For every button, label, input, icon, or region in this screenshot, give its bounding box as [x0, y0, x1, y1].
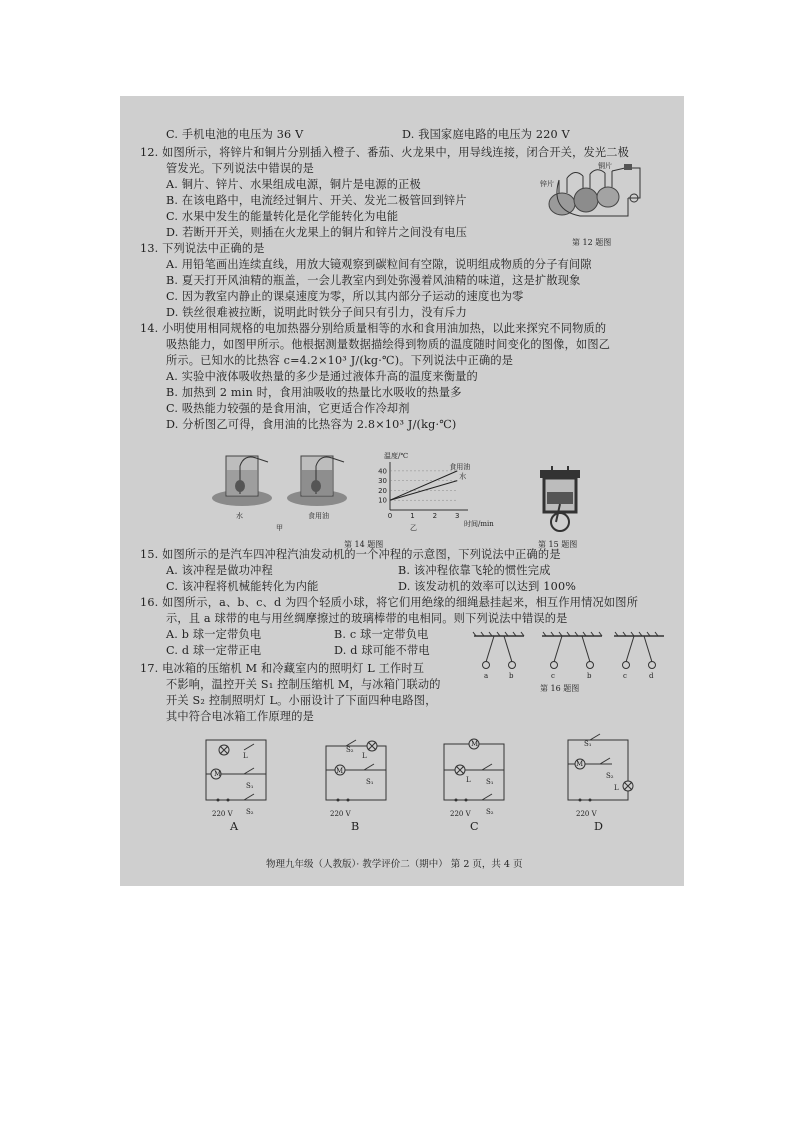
q17-circuit-c [442, 738, 508, 808]
chart-series-line [390, 471, 457, 500]
q17-b-s2-label: S₂ [346, 746, 354, 754]
q17-option-c-label: C [470, 820, 479, 833]
q15-option-c: C. 该冲程将机械能转化为内能 [166, 580, 319, 593]
q17-b-voltage: 220 V [330, 810, 351, 818]
chart-x-tick-label: 0 [387, 512, 393, 520]
q16-option-a: A. b 球一定带负电 [166, 628, 262, 641]
q17-b-motor-label: M [336, 767, 344, 775]
q17-d-s1-label: S₁ [584, 740, 592, 748]
q17-circuit-d [566, 738, 632, 808]
q12-stem-cont: 管发光。下列说法中错误的是 [166, 162, 315, 175]
q16-caption: 第 16 题图 [540, 684, 580, 693]
q15-stem: 15. 如图所示的是汽车四冲程汽油发动机的一个冲程的示意图，下列说法中正确的是 [140, 548, 561, 561]
chart-y-tick-label: 30 [378, 477, 387, 486]
q13-option-c: C. 因为教室内静止的课桌速度为零，所以其内部分子运动的速度也为零 [166, 290, 524, 303]
q17-d-motor-label: M [576, 760, 584, 768]
q17-stem-cont1: 不影响，温控开关 S₁ 控制压缩机 M，与冰箱门联动的 [166, 678, 441, 691]
q14-temperature-chart [370, 460, 480, 520]
q11-option-d: D. 我国家庭电路的电压为 220 V [402, 128, 570, 141]
q12-stem: 12. 如图所示，将锌片和铜片分别插入橙子、番茄、火龙果中，用导线连接，闭合开关，发光二极 [140, 146, 630, 159]
q17-option-d-label: D [594, 820, 604, 833]
q17-a-lamp-label: L [243, 752, 248, 760]
q12-option-a: A. 铜片、锌片、水果组成电源，铜片是电源的正极 [166, 178, 421, 191]
q16-ball-a-label: a [484, 672, 489, 680]
q14-caption: 第 14 题图 [344, 540, 384, 549]
q17-circuit-b [324, 738, 390, 808]
q14-stem-cont1: 吸热能力，如图甲所示。他根据测量数据描绘得到物质的温度随时间变化的图像，如图乙 [166, 338, 611, 351]
chart-series-label: 水 [459, 472, 467, 481]
q13-option-d: D. 铁丝很难被拉断，说明此时铁分子间只有引力，没有斥力 [166, 306, 467, 319]
q14-chart-ylabel: 温度/℃ [384, 452, 409, 460]
q14-option-c: C. 吸热能力较强的是食用油，它更适合作冷却剂 [166, 402, 410, 415]
q17-c-motor-label: M [471, 740, 479, 748]
q16-ball-c2-label: c [623, 672, 627, 680]
q16-balls-figure [474, 632, 670, 682]
q17-option-b-label: B [351, 820, 360, 833]
q16-ball-b2-label: b [587, 672, 592, 680]
q17-c-lamp-label: L [466, 776, 471, 784]
q17-b-lamp-label: L [362, 752, 367, 760]
q14-stem: 14. 小明使用相同规格的电加热器分别给质量相等的水和食用油加热，以此来探究不同物质的 [140, 322, 607, 335]
q17-d-voltage: 220 V [576, 810, 597, 818]
q16-option-d: D. d 球可能不带电 [334, 644, 430, 657]
page-footer: 物理九年级（人教版）· 教学评价二（期中） 第 2 页，共 4 页 [266, 859, 523, 870]
q17-d-s2-label: S₂ [606, 772, 614, 780]
q15-option-d: D. 该发动机的效率可以达到 100% [398, 580, 577, 593]
q17-a-s1-label: S₁ [246, 782, 254, 790]
q14-option-d: D. 分析图乙可得，食用油的比热容为 2.8×10³ J/(kg·℃) [166, 418, 457, 431]
chart-x-tick-label: 2 [432, 512, 438, 520]
q15-engine-figure [532, 464, 588, 534]
q17-c-s1-label: S₁ [486, 778, 494, 786]
exam-page [120, 96, 684, 886]
q16-ball-b-label: b [509, 672, 514, 680]
q12-option-b: B. 在该电路中，电流经过铜片、开关、发光二极管回到锌片 [166, 194, 467, 207]
q14-water-label: 水 [236, 512, 243, 520]
q17-option-a-label: A [230, 820, 239, 833]
chart-y-tick-label: 10 [378, 496, 387, 505]
q16-stem: 16. 如图所示，a、b、c、d 为四个轻质小球，将它们用绝缘的细绳悬挂起来，相互作用情况如图所 [140, 596, 639, 609]
q17-a-motor-label: M [214, 770, 222, 778]
q15-caption: 第 15 题图 [538, 540, 578, 549]
q17-c-voltage: 220 V [450, 810, 471, 818]
q14-beakers-figure [212, 448, 362, 508]
q12-option-c: C. 水果中发生的能量转化是化学能转化为电能 [166, 210, 399, 223]
q14-chart-xlabel: 时间/min [464, 520, 494, 528]
q17-stem-cont3: 其中符合电冰箱工作原理的是 [166, 710, 315, 723]
q14-option-b: B. 加热到 2 min 时，食用油吸收的热量比水吸收的热量多 [166, 386, 462, 399]
q14-stem-cont2: 所示。已知水的比热容 c=4.2×10³ J/(kg·℃)。下列说法中正确的是 [166, 354, 514, 367]
q14-oil-label: 食用油 [308, 512, 329, 520]
chart-series-label: 食用油 [449, 462, 471, 471]
chart-y-tick-label: 40 [378, 467, 387, 476]
q17-b-s1-label: S₁ [366, 778, 374, 786]
q15-option-a: A. 该冲程是做功冲程 [166, 564, 273, 577]
q12-zinc-label: 锌片 [540, 180, 554, 188]
q13-option-b: B. 夏天打开风油精的瓶盖，一会儿教室内到处弥漫着风油精的味道，这是扩散现象 [166, 274, 581, 287]
q16-ball-d-label: d [649, 672, 654, 680]
q15-option-b: B. 该冲程依靠飞轮的惯性完成 [398, 564, 551, 577]
q13-option-a: A. 用铅笔画出连续直线，用放大镜观察到碳粒间有空隙，说明组成物质的分子有间隙 [166, 258, 592, 271]
q16-stem-cont: 示，且 a 球带的电与用丝绸摩擦过的玻璃棒带的电相同。则下列说法中错误的是 [166, 612, 568, 625]
q14-fig-yi-label: 乙 [410, 524, 417, 532]
q14-fig-jia-label: 甲 [276, 524, 283, 532]
q17-stem-cont2: 开关 S₂ 控制照明灯 L。小丽设计了下面四种电路图， [166, 694, 437, 707]
q13-stem: 13. 下列说法中正确的是 [140, 242, 265, 255]
q14-option-a: A. 实验中液体吸收热量的多少是通过液体升高的温度来衡量的 [166, 370, 478, 383]
q17-a-s2-label: S₂ [246, 808, 254, 816]
q12-fruit-battery-figure [540, 160, 650, 240]
q12-copper-label: 铜片 [598, 162, 612, 170]
q17-stem: 17. 电冰箱的压缩机 M 和冷藏室内的照明灯 L 工作时互 [140, 662, 425, 675]
q17-d-lamp-label: L [614, 784, 619, 792]
q16-ball-c-label: c [551, 672, 555, 680]
q12-caption: 第 12 题图 [572, 238, 612, 247]
q16-option-c: C. d 球一定带正电 [166, 644, 262, 657]
chart-x-tick-label: 3 [455, 512, 460, 520]
chart-y-tick-label: 20 [378, 486, 387, 495]
q16-option-b: B. c 球一定带负电 [334, 628, 429, 641]
q17-c-s2-label: S₂ [486, 808, 494, 816]
chart-x-tick-label: 1 [410, 512, 415, 520]
q12-option-d: D. 若断开开关，则插在火龙果上的铜片和锌片之间没有电压 [166, 226, 467, 239]
q17-a-voltage: 220 V [212, 810, 233, 818]
q11-option-c: C. 手机电池的电压为 36 V [166, 128, 304, 141]
